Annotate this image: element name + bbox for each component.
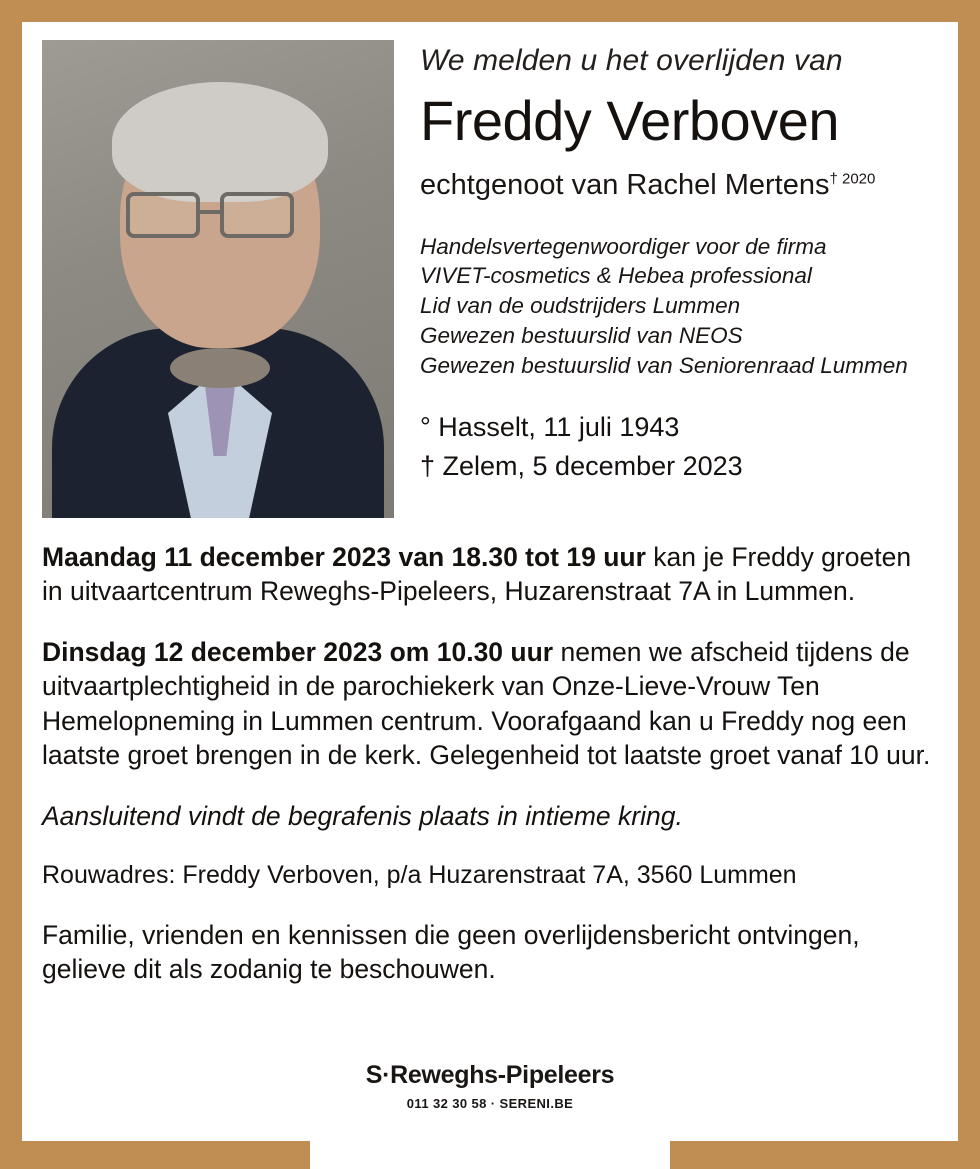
portrait-collar — [170, 348, 270, 388]
role-line: Gewezen bestuurslid van NEOS — [420, 322, 743, 348]
role-line: VIVET-cosmetics & Hebea professional — [420, 263, 812, 289]
portrait-glasses-left — [126, 192, 200, 238]
frame-bar-left — [0, 0, 22, 1169]
roles-list — [420, 232, 938, 380]
visitation-details: kan je Freddy groeten in uitvaartcentrum Reweghs-Pipeleers, Huzarenstraat 7A in Lummen. — [42, 542, 912, 607]
header-section — [42, 40, 938, 518]
portrait-glasses-bridge — [200, 210, 220, 214]
portrait-photo — [42, 40, 394, 518]
closing-note: Familie, vrienden en kennissen die geen overlijdensbericht ontvingen, gelieve dit als zodanig te beschouwen. — [42, 919, 860, 984]
frame-bar-bottom-right — [670, 1141, 980, 1169]
role-line: Gewezen bestuurslid van Seniorenraad Lummen — [420, 352, 908, 378]
frame-bar-top — [0, 0, 980, 22]
portrait-glasses-right — [220, 192, 294, 238]
funeral-home-logo: S·Reweghs-Pipeleers — [365, 1061, 615, 1089]
portrait-hair — [112, 82, 328, 202]
spouse-death-year: † 2020 — [829, 170, 876, 188]
service-datetime: Dinsdag 12 december 2023 om 10.30 uur — [42, 636, 554, 667]
role-line: Handelsvertegenwoordiger voor de firma — [420, 233, 827, 259]
card-content — [22, 22, 958, 1141]
birth-date: ° Hasselt, 11 juli 1943 — [420, 412, 680, 443]
visitation-paragraph — [42, 540, 938, 609]
spouse-text: echtgenoot van Rachel Mertens — [420, 168, 830, 201]
service-paragraph — [42, 635, 938, 773]
role-line: Lid van de oudstrijders Lummen — [420, 293, 741, 319]
body-section — [42, 540, 938, 986]
frame-bar-right — [958, 0, 980, 1169]
frame-bar-bottom-left — [0, 1141, 310, 1169]
death-date: † Zelem, 5 december 2023 — [420, 450, 743, 481]
mourning-address: Rouwadres: Freddy Verboven, p/a Huzarenstraat 7A, 3560 Lummen — [42, 861, 797, 890]
announcement-intro: We melden u het overlijden van — [420, 44, 843, 77]
footer-contact: 011 32 30 58 · SERENI.BE — [406, 1096, 574, 1111]
life-dates — [420, 408, 938, 485]
footer — [22, 1061, 958, 1111]
spouse-line — [420, 169, 938, 202]
header-text-block — [394, 40, 938, 485]
deceased-name: Freddy Verboven — [420, 89, 839, 152]
visitation-datetime: Maandag 11 december 2023 van 18.30 tot 19 uur — [42, 542, 646, 572]
burial-note: Aansluitend vindt de begrafenis plaats in intieme kring. — [42, 800, 683, 831]
service-details: nemen we afscheid tijdens de uitvaartplechtigheid in de parochiekerk van Onze-Lieve-Vrouw Ten Hemelopneming in Lummen centrum. Voorafgaand kan u Freddy nog een laatste groet brengen in de kerk. Gelegenheid tot laatste groet vanaf 10 uur. — [42, 636, 931, 771]
